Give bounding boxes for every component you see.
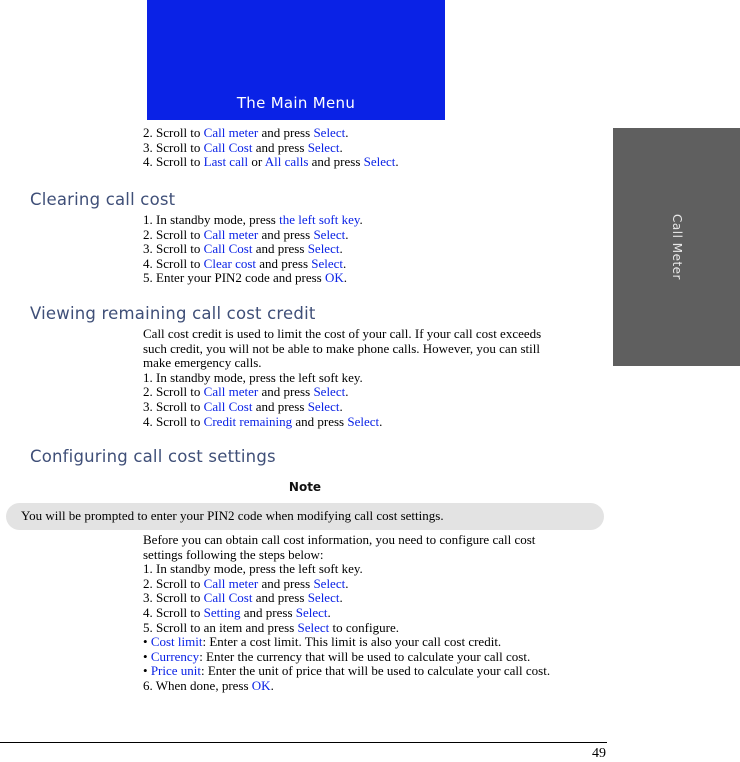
text-run: • (143, 634, 151, 650)
note-text: You will be prompted to enter your PIN2 code when modifying call cost settings. (21, 508, 444, 523)
text-run: and press (252, 139, 308, 155)
text-run: and press (308, 154, 364, 170)
text-run: 4. Scroll to (143, 154, 204, 170)
highlighted-term: Call meter (203, 125, 259, 140)
text-line (143, 228, 613, 243)
text-run: . (379, 413, 383, 429)
text-run: and press (258, 226, 314, 242)
text-run: . (345, 575, 349, 591)
text-line (143, 664, 613, 679)
highlighted-term: Select (307, 398, 340, 414)
page-number: 49 (592, 746, 606, 761)
highlighted-term: Last call (203, 154, 249, 170)
highlighted-term: Select (311, 255, 344, 271)
text-run: and press (258, 125, 314, 140)
text-run: Before you can obtain call cost information, you need to configure call cost (143, 532, 536, 547)
text-run: 3. Scroll to (143, 139, 204, 155)
highlighted-term: All calls (264, 154, 309, 170)
text-run: 1. In standby mode, press the left soft key. (143, 369, 363, 385)
chapter-side-tab (613, 128, 740, 366)
text-line (143, 635, 613, 650)
text-run: • (143, 648, 151, 664)
text-line (143, 591, 613, 606)
text-run: 4. Scroll to (143, 604, 204, 620)
text-line (143, 371, 613, 386)
text-line (143, 621, 613, 636)
highlighted-term: Select (307, 590, 340, 606)
highlighted-term: Call Cost (203, 590, 253, 606)
text-run: 6. When done, press (143, 677, 252, 693)
text-run: . (270, 677, 274, 693)
highlighted-term: Call meter (203, 575, 259, 591)
text-run: Call cost credit is used to limit the cost of your call. If your call cost exceeds (143, 326, 542, 341)
highlighted-term: Call Cost (203, 241, 253, 257)
text-run: and press (292, 413, 348, 429)
heading-clearing-call-cost: Clearing call cost (30, 190, 176, 209)
text-run: . (359, 212, 363, 227)
highlighted-term: Setting (203, 604, 241, 620)
highlighted-term: Cost limit (150, 634, 203, 650)
text-line (143, 257, 613, 272)
note-box (6, 503, 604, 530)
text-run: and press (240, 604, 296, 620)
text-line (143, 242, 613, 257)
highlighted-term: Select (363, 154, 396, 170)
text-run: and press (256, 255, 312, 271)
highlighted-term: Call meter (203, 226, 259, 242)
text-run: . (345, 226, 349, 242)
text-run: : Enter the currency that will be used to calculate your call cost. (199, 648, 531, 664)
text-run: . (339, 590, 343, 606)
text-run: 4. Scroll to (143, 413, 204, 429)
text-line (143, 400, 613, 415)
text-run: and press (258, 384, 314, 400)
note-title: Note (288, 480, 322, 494)
text-run: . (395, 154, 399, 170)
highlighted-term: Credit remaining (203, 413, 293, 429)
text-run: . (339, 139, 343, 155)
text-run: 1. In standby mode, press the left soft key. (143, 561, 363, 577)
screen-title: The Main Menu (236, 94, 356, 112)
text-run: or (248, 154, 265, 170)
main-menu-screenshot (147, 0, 445, 120)
text-line (143, 415, 613, 430)
highlighted-term: Clear cost (203, 255, 257, 271)
highlighted-term: OK (324, 270, 344, 286)
text-run: 5. Scroll to an item and press (143, 619, 298, 635)
highlighted-term: Select (295, 604, 328, 620)
text-run: . (345, 384, 349, 400)
text-line (143, 562, 613, 577)
text-run: 3. Scroll to (143, 398, 204, 414)
text-line (143, 126, 613, 141)
chapter-tab-label: Call Meter (669, 214, 684, 280)
text-run: . (343, 270, 347, 286)
text-run: such credit, you will not be able to make phone calls. However, you can still (143, 340, 540, 356)
text-line (143, 327, 613, 342)
text-run: . (327, 604, 331, 620)
text-run: 3. Scroll to (143, 241, 204, 257)
text-run: 2. Scroll to (143, 384, 204, 400)
text-run: . (345, 125, 349, 140)
highlighted-term: Call Cost (203, 139, 253, 155)
text-line (143, 356, 613, 371)
text-run: 2. Scroll to (143, 226, 204, 242)
text-run: 1. In standby mode, press (143, 212, 280, 227)
text-run: to configure. (329, 619, 399, 635)
text-run: • (143, 663, 151, 679)
text-run: and press (252, 398, 308, 414)
text-line (143, 213, 613, 228)
text-run: : Enter the unit of price that will be used to calculate your call cost. (201, 663, 551, 679)
heading-viewing-remaining-credit: Viewing remaining call cost credit (30, 304, 316, 323)
text-line (143, 650, 613, 665)
text-line (143, 533, 613, 548)
heading-configuring-call-cost: Configuring call cost settings (30, 447, 276, 466)
text-run: 5. Enter your PIN2 code and press (143, 270, 325, 286)
text-run: 3. Scroll to (143, 590, 204, 606)
highlighted-term: Select (313, 575, 346, 591)
highlighted-term: Select (347, 413, 380, 429)
text-run: 2. Scroll to (143, 125, 204, 140)
highlighted-term: Select (313, 226, 346, 242)
text-run: and press (252, 241, 308, 257)
text-line (143, 577, 613, 592)
text-run: . (339, 241, 343, 257)
text-run: 4. Scroll to (143, 255, 204, 271)
text-line (143, 155, 613, 170)
highlighted-term: Select (313, 384, 346, 400)
highlighted-term: Call meter (203, 384, 259, 400)
text-run: make emergency calls. (143, 355, 262, 371)
text-line (143, 548, 613, 563)
section1-steps (143, 213, 613, 286)
highlighted-term: Call Cost (203, 398, 253, 414)
text-run: settings following the steps below: (143, 546, 324, 562)
highlighted-term: Select (297, 619, 330, 635)
highlighted-term: Select (313, 125, 346, 140)
text-run: and press (258, 575, 314, 591)
text-run: : Enter a cost limit. This limit is also your call cost credit. (202, 634, 502, 650)
highlighted-term: Select (307, 241, 340, 257)
text-run: 2. Scroll to (143, 575, 204, 591)
text-line (143, 271, 613, 286)
text-run: and press (252, 590, 308, 606)
highlighted-term: the left soft key (279, 212, 360, 227)
text-run: . (339, 398, 343, 414)
section0-steps (143, 126, 613, 170)
text-line (143, 141, 613, 156)
highlighted-term: Currency (150, 648, 200, 664)
section2-steps (143, 327, 613, 429)
highlighted-term: Select (307, 139, 340, 155)
text-run: . (343, 255, 347, 271)
footer-divider (0, 742, 607, 743)
text-line (143, 342, 613, 357)
highlighted-term: Price unit (150, 663, 201, 679)
highlighted-term: OK (251, 677, 271, 693)
text-line (143, 606, 613, 621)
text-line (143, 679, 613, 694)
section3-steps (143, 533, 613, 694)
text-line (143, 385, 613, 400)
